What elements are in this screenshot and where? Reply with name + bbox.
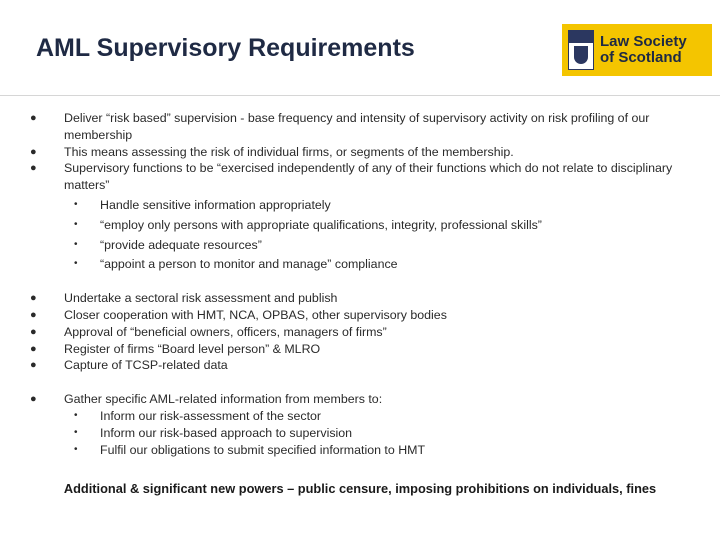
closing-statement: Additional & significant new powers – public censure, imposing prohibitions on individuals, fines xyxy=(63,481,657,496)
sub-list-item-text: “employ only persons with appropriate qualifications, integrity, professional skills” xyxy=(100,217,542,232)
list-item-text: Deliver “risk based” supervision - base frequency and intensity of supervisory activity on risk profiling of our membership xyxy=(64,111,650,142)
sub-bullet-icon: • xyxy=(74,443,78,455)
sub-bullet-icon: • xyxy=(74,409,78,421)
list-item-text: This means assessing the risk of individual firms, or segments of the membership. xyxy=(64,144,514,159)
bullet-icon: ● xyxy=(30,162,37,175)
sub-bullet-icon: • xyxy=(74,258,78,270)
list-item-text: Capture of TCSP-related data xyxy=(64,358,228,373)
sub-bullet-icon: • xyxy=(74,198,78,210)
slide-title: AML Supervisory Requirements xyxy=(36,34,415,62)
bullet-group-3 xyxy=(30,391,690,458)
list-item xyxy=(30,290,690,307)
bullet-icon: ● xyxy=(30,342,37,355)
sub-list-item xyxy=(30,442,690,459)
sub-list-item xyxy=(30,425,690,442)
sub-bullet-icon: • xyxy=(74,426,78,438)
list-item xyxy=(30,391,690,408)
sub-bullet-icon: • xyxy=(74,238,78,250)
logo-line-1: Law Society xyxy=(600,33,687,50)
sub-list-item-text: Fulfil our obligations to submit specified information to HMT xyxy=(100,442,426,457)
bullet-icon: ● xyxy=(30,359,37,372)
sub-list-item-text: Inform our risk-based approach to supervision xyxy=(100,425,353,440)
logo-text xyxy=(600,34,687,66)
list-item xyxy=(30,357,690,374)
sub-list-item xyxy=(30,217,690,234)
bullet-icon: ● xyxy=(30,145,37,158)
list-item-text: Closer cooperation with HMT, NCA, OPBAS, other supervisory bodies xyxy=(64,307,447,322)
list-item-text: Undertake a sectoral risk assessment and publish xyxy=(64,291,338,306)
bullet-icon: ● xyxy=(30,308,37,321)
sub-bullet-icon: • xyxy=(74,218,78,230)
sub-list-item-text: “provide adequate resources” xyxy=(100,237,262,252)
bullet-icon: ● xyxy=(30,292,37,305)
header-divider xyxy=(0,95,720,96)
bullet-content xyxy=(30,110,690,475)
crest-icon xyxy=(568,30,594,70)
list-item-text: Register of firms “Board level person” & MLRO xyxy=(64,341,321,356)
sub-list-item-text: Handle sensitive information appropriately xyxy=(100,197,331,212)
list-item xyxy=(30,144,690,161)
list-item-text: Supervisory functions to be “exercised independently of any of their functions which do not relate to disciplinary matters” xyxy=(64,161,673,193)
sub-list-item xyxy=(30,256,690,273)
list-item xyxy=(30,324,690,341)
bullet-icon: ● xyxy=(30,325,37,338)
sub-list-item xyxy=(30,197,690,214)
bullet-group-1 xyxy=(30,110,690,273)
bullet-icon: ● xyxy=(30,393,37,406)
list-item xyxy=(30,307,690,324)
law-society-logo xyxy=(562,24,712,76)
list-item-text: Approval of “beneficial owners, officers, managers of firms” xyxy=(64,324,387,339)
bullet-group-2 xyxy=(30,290,690,374)
list-item-text: Gather specific AML-related information from members to: xyxy=(64,392,383,407)
logo-line-2: of Scotland xyxy=(600,49,682,66)
list-item xyxy=(30,160,690,194)
list-item xyxy=(30,341,690,358)
sub-list-item-text: “appoint a person to monitor and manage” compliance xyxy=(100,257,398,272)
sub-list-item-text: Inform our risk-assessment of the sector xyxy=(100,408,322,423)
bullet-icon: ● xyxy=(30,112,37,124)
list-item xyxy=(30,110,690,144)
sub-list-item xyxy=(30,237,690,254)
sub-list-item xyxy=(30,408,690,425)
